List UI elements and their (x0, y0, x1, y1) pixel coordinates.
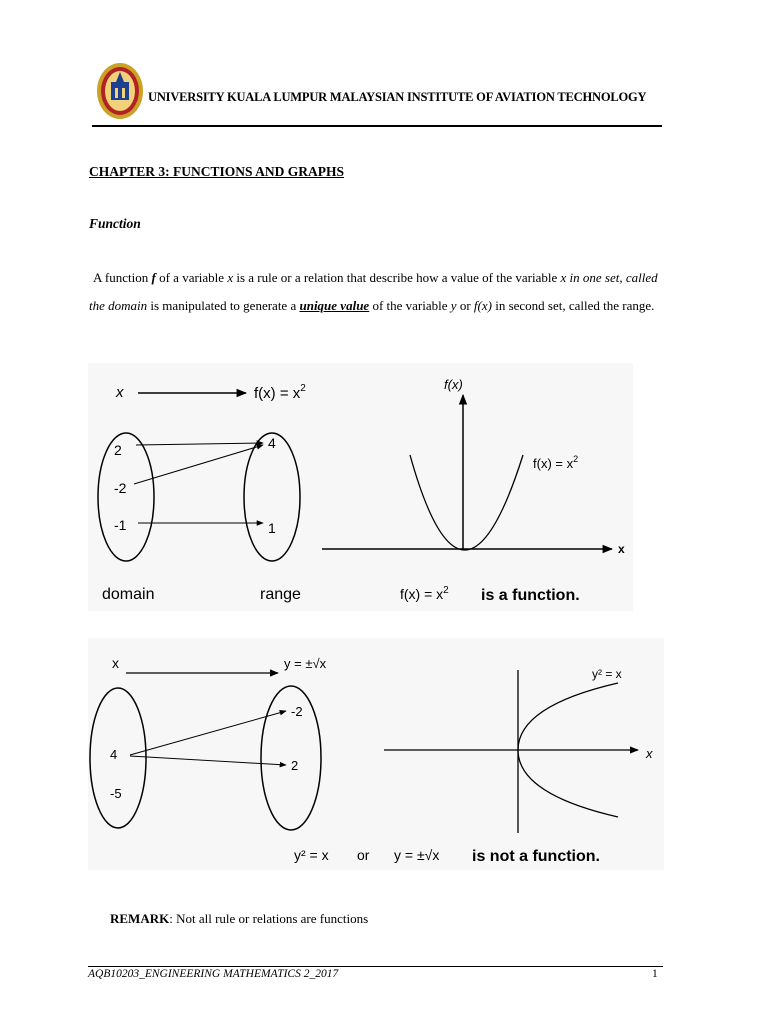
figure-function-example (88, 363, 633, 611)
fig1-map-arrow (136, 443, 263, 445)
para-text-7: in second set, called the range. (491, 298, 655, 313)
para-text-2: of a variable (155, 270, 228, 285)
para-fx: f(x) (473, 298, 492, 313)
fig1-domain-set (98, 433, 154, 561)
para-text-3: is a rule or a relation that describe how a value of the variable (233, 270, 561, 285)
page-number: 1 (652, 968, 658, 980)
fig1-domain-caption: domain (102, 586, 155, 603)
fig2-range-value: 2 (291, 758, 299, 773)
fig2-rule: y = ±√x (284, 656, 327, 671)
fig2-x-label: x (112, 655, 119, 671)
fig1-caption-text: is a function. (481, 587, 580, 604)
fig1-parabola (410, 455, 523, 550)
section-heading: Function (89, 216, 141, 231)
para-text-5: of the variable (369, 298, 451, 313)
remark (110, 911, 368, 927)
fig2-caption-or: or (357, 847, 370, 863)
figure-not-a-function-example (88, 638, 664, 870)
fig1-range-set (244, 433, 300, 561)
para-f: f (151, 270, 156, 285)
fig1-rule: $f(x) = x^2$ (254, 383, 306, 402)
institution-name: UNIVERSITY KUALA LUMPUR MALAYSIAN INSTITUTE OF AVIATION TECHNOLOGY (148, 90, 647, 104)
header-rule (92, 125, 662, 127)
fig1-graph-y-label: f(x) (444, 377, 463, 392)
fig1-range-value: 1 (268, 520, 276, 536)
fig2-caption-math2: y = ±√x (394, 847, 440, 863)
fig1-curve-label: $f(x) = x^2$ (533, 454, 579, 471)
chapter-title: CHAPTER 3: FUNCTIONS AND GRAPHS (89, 164, 345, 179)
university-logo (96, 62, 144, 120)
para-text-4: is manipulated to generate a (147, 298, 300, 313)
fig1-domain-value: 2 (114, 442, 122, 458)
fig1-domain-value: -2 (114, 480, 127, 496)
definition-paragraph (89, 264, 664, 320)
fig1-graph-x-label: x (618, 542, 625, 556)
fig2-caption-text: is not a function. (472, 848, 600, 865)
fig1-range-value: 4 (268, 435, 276, 451)
fig1-domain-value: -1 (114, 517, 127, 533)
footer-course: AQB10203_ENGINEERING MATHEMATICS 2_2017 (88, 968, 339, 980)
remark-label: REMARK (110, 911, 170, 926)
fig2-graph-x-label: x (646, 746, 653, 761)
fig2-caption-math1: y² = x (294, 847, 329, 863)
fig1-range-caption: range (260, 586, 301, 603)
fig2-range-value: -2 (291, 704, 303, 719)
para-y: y (450, 298, 457, 313)
fig1-caption-math: $f(x) = x^2$ (400, 585, 449, 602)
para-x: x (227, 270, 234, 285)
footer-rule (88, 966, 663, 967)
fig2-domain-value: 4 (110, 747, 118, 762)
fig1-x-label: x (116, 384, 124, 401)
fig2-map-arrow (130, 756, 286, 765)
remark-text: : Not all rule or relations are functions (169, 911, 369, 926)
para-text-6: or (456, 298, 474, 313)
fig2-curve-label: y² = x (592, 667, 622, 681)
fig1-map-arrow (134, 445, 263, 484)
fig2-domain-value: -5 (110, 786, 122, 801)
fig2-domain-set (90, 688, 146, 828)
para-italic-domain: x in one set, called the domain (89, 270, 658, 313)
para-unique-value: unique value (299, 298, 370, 313)
para-text-1: A function (93, 270, 152, 285)
